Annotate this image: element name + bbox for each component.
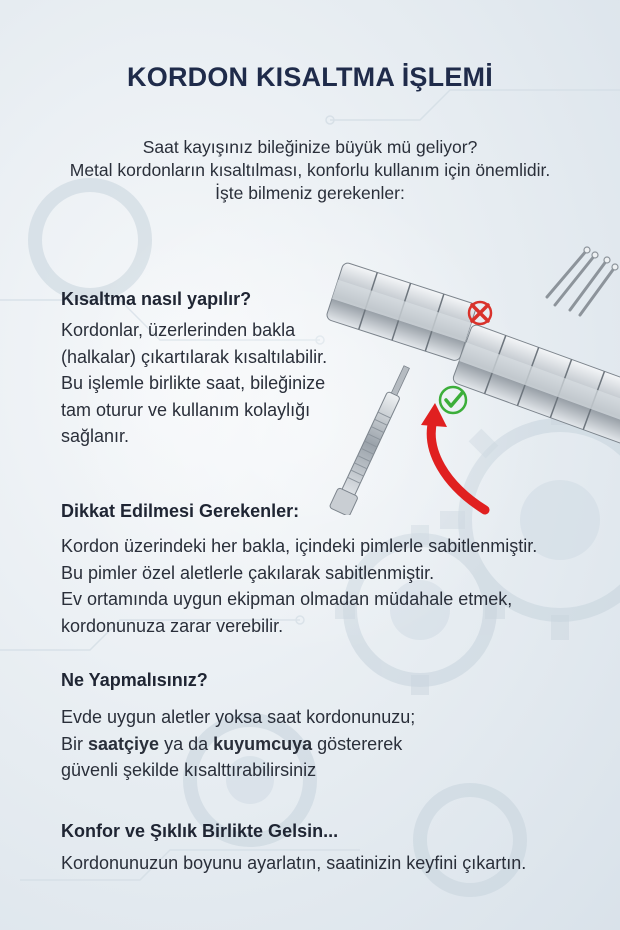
body-line: Bu pimler özel aletlerle çakılarak sabitlenmiştir. — [61, 562, 435, 583]
body-line: Kordonunuzun boyunu ayarlatın, saatinizin keyfini çıkartın. — [61, 853, 527, 873]
intro-line: Metal kordonların kısaltılması, konforlu kullanım için önemlidir. — [69, 160, 551, 180]
body-line: sağlanır. — [61, 426, 130, 446]
intro-line: Saat kayışınız bileğinize büyük mü geliyor? — [142, 137, 478, 157]
section-body-what-to-do — [61, 704, 415, 784]
intro-line: İşte bilmeniz gerekenler: — [215, 183, 405, 203]
emphasis-jeweler: kuyumcuya — [213, 733, 313, 754]
body-line: güvenli şekilde kısalttırabilirsiniz — [61, 760, 317, 780]
watch-band-illustration — [325, 235, 620, 515]
text-run: Bir — [61, 733, 88, 754]
body-line: tam oturur ve kullanım kolaylığı — [61, 399, 311, 420]
body-line: Evde uygun aletler yoksa saat kordonunuzu; — [61, 707, 416, 727]
section-heading-comfort: Konfor ve Şıklık Birlikte Gelsin... — [61, 821, 339, 841]
body-line — [61, 731, 415, 758]
body-line: Ev ortamında uygun ekipman olmadan müdahale etmek, — [61, 589, 513, 609]
section-body-how — [61, 317, 327, 450]
check-mark-icon — [440, 387, 466, 413]
body-line: Kordonlar, üzerlerinden bakla — [61, 320, 296, 340]
section-heading-what-to-do: Ne Yapmalısınız? — [61, 670, 208, 690]
body-line: kordonunuza zarar verebilir. — [61, 615, 284, 636]
section-body-attention — [61, 533, 537, 639]
section-heading-attention: Dikkat Edilmesi Gerekenler: — [61, 501, 300, 521]
band-segment-lower — [452, 323, 620, 446]
page-title: KORDON KISALTMA İŞLEMİ — [127, 62, 493, 92]
text-run: göstererek — [312, 733, 403, 754]
section-heading-how: Kısaltma nasıl yapılır? — [61, 289, 252, 309]
curved-arrow-icon — [421, 403, 485, 510]
body-line: Kordon üzerindeki her bakla, içindeki pimlerle sabitlenmiştir. — [61, 536, 538, 556]
band-segment-upper — [325, 262, 477, 362]
emphasis-watchmaker: saatçiye — [88, 733, 160, 754]
section-body-comfort — [61, 850, 526, 877]
pin-pusher-tool-icon — [329, 362, 417, 515]
body-line: Bu işlemle birlikte saat, bileğinize — [61, 373, 326, 393]
body-line: (halkalar) çıkartılarak kısaltılabilir. — [61, 346, 328, 367]
intro-text — [0, 136, 620, 205]
text-run: ya da — [159, 733, 214, 754]
